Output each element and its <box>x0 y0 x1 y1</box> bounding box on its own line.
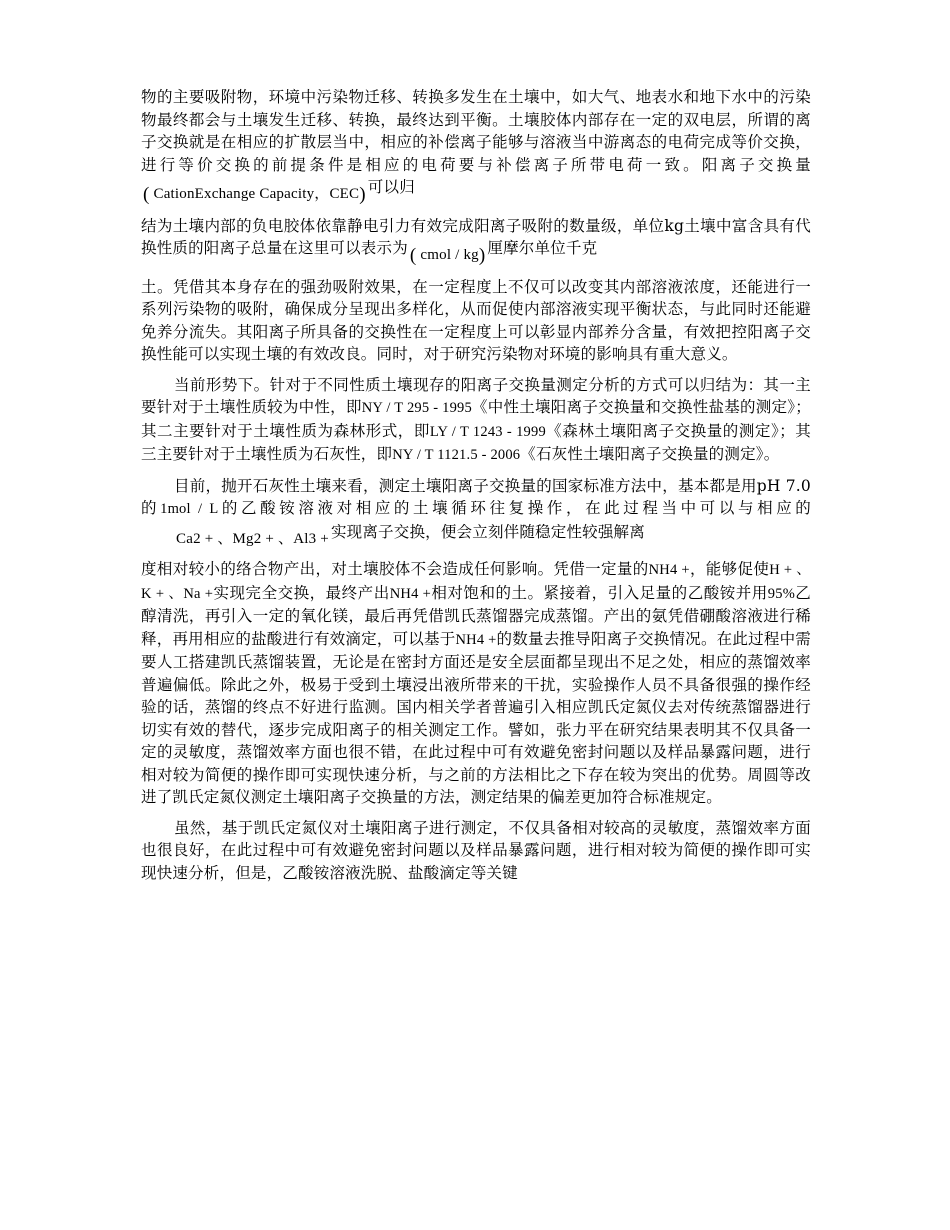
document-page <box>141 86 811 884</box>
text-run: 的数量去推导阳离子交换情况。在此过程中需要人工搭建凯氏蒸馏装置，无论是在密封方面还是安全层面都呈现出不足之处，相应的蒸馏效率普遍偏低。除此之外，极易于受到土壤浸出液所带来的干扰，实验操作人员不具备很强的操作经验的话，蒸馏的终点不好进行监测。国内相关学者普遍引入相应凯氏定氮仪去对传统蒸馏器进行切实有效的替代，逐步完成阳离子的相关测定工作。譬如，张力平在研究结果表明其不仅具备一定的灵敏度，蒸馏效率方面也很不错，在此过程中可有效避免密封问题以及样品暴露问题，进行相对较为简便的操作即可实现快速分析，与之前的方法相比之下存在较为突出的优势。周圆等改进了凯氏定氮仪测定土壤阳离子交换量的方法，测定结果的偏差更加符合标准规定。 <box>141 629 811 806</box>
paragraph-3: 土。凭借其本身存在的强劲吸附效果，在一定程度上不仅可以改变其内部溶液浓度，还能进行一系列污染物的吸附，确保成分呈现出多样化，从而促使内部溶液实现平衡状态，与此同时还能避免养分流失。其阳离子所具备的交换性在一定程度上可以彰显内部养分含量，有效把控阳离子交换性能可以实现土壤的有效改良。同时，对于研究污染物对环境的影响具有重大意义。 <box>141 277 811 363</box>
text-run: 度相对较小的络合物产出，对土壤胶体不会造成任何影响。凭借一定量的 <box>141 560 649 578</box>
text-run: 乙醇清洗，再引入一定的氧化镁，最后再凭借凯氏蒸馏器完成蒸馏。产出的氨凭借硼酸溶液进行稀释，再用相应的盐酸进行有效滴定，可以基于 <box>141 583 812 648</box>
text-run: 可以归 <box>367 178 415 196</box>
text-run: ，能够促使 <box>689 560 770 578</box>
standard-code: NY / T 295 - 1995 <box>361 400 472 416</box>
text-run: 结为土壤内部的负电胶体依靠静电引力有效完成阳离子吸附的数量级，单位kg土壤中富含具有代换性质的阳离子总量在这里可以表示为 <box>141 216 811 257</box>
standard-code: LY / T 1243 - 1999 <box>429 423 546 440</box>
text-run: 厘摩尔单位千克 <box>487 239 598 257</box>
text-run: 《中性土壤阳离子交换量和交换性盐基的测定》；其二主要针对于土壤性质为森林形式，即 <box>141 398 811 440</box>
text-run: 当前形势下。针对于不同性质土壤现存的阳离子交换量测定分析的方式可以归结为：其一主要针对于土壤性质较为中性，即 <box>141 375 811 416</box>
text-run: 《森林土壤阳离子交换量的测定》；其三主要针对于土壤性质为石灰性，即 <box>141 421 811 463</box>
paragraph-5 <box>141 475 811 551</box>
formula-unit: ( cmol / kg) <box>409 245 486 266</box>
formula-cec: ( CationExchange Capacity，CEC) <box>143 184 366 205</box>
text-run: 实现完全交换，最终产出 <box>213 583 390 602</box>
formula-nh4: NH4 + <box>455 631 497 648</box>
formula-unit-text: cmol / kg <box>420 247 479 263</box>
text-run: 物的主要吸附物，环境中污染物迁移、转换多发生在土壤中，如大气、地表水和地下水中的污染物最终都会与土壤发生迁移、转换，最终达到平衡。土壤胶体内部存在一定的双电层，所谓的离子交换就是在相应的扩散层当中，相应的补偿离子能够与溶液当中游离态的电荷完成等价交换，进行等价交换的前提条件是相应的电荷要与补偿离子所带电荷一致。阳离子交换量 <box>141 88 811 174</box>
text-run: 目前，抛开石灰性土壤来看，测定土壤阳离子交换量的国家标准方法中，基本都是用pH 7.0的 <box>141 476 811 517</box>
paragraph-2 <box>141 215 811 268</box>
formula-hkna: H + 、K + 、Na + <box>141 562 811 602</box>
concentration: 1mol / L <box>160 501 219 517</box>
formula-ions: Ca2 + 、Mg2 + 、Al3 + <box>176 530 329 547</box>
paragraph-6 <box>141 558 811 809</box>
text-run: 实现离子交换，便会立刻伴随稳定性较强解离 <box>330 522 645 541</box>
paragraph-4 <box>141 374 811 467</box>
standard-code: NY / T 1121.5 - 2006 <box>392 447 521 463</box>
text-run: 的乙酸铵溶液对相应的土壤循环往复操作，在此过程当中可以与相应的 <box>218 499 812 517</box>
text-run: 相对饱和的土。紧接着，引入足量的乙酸铵并用 <box>431 583 768 602</box>
formula-cec-text: CationExchange Capacity，CEC <box>153 186 360 202</box>
text-run: 《石灰性土壤阳离子交换量的测定》。 <box>520 445 780 463</box>
formula-nh4: NH4 + <box>389 585 432 602</box>
paragraph-7: 虽然，基于凯氏定氮仪对土壤阳离子进行测定，不仅具备相对较高的灵敏度，蒸馏效率方面也很良好，在此过程中可有效避免密封问题以及样品暴露问题，进行相对较为简便的操作即可实现快速分析，但是，乙酸铵溶液洗脱、盐酸滴定等关键 <box>141 818 811 882</box>
percentage: 95% <box>767 585 795 602</box>
paragraph-1 <box>141 86 811 207</box>
formula-nh4: NH4 + <box>648 562 690 578</box>
